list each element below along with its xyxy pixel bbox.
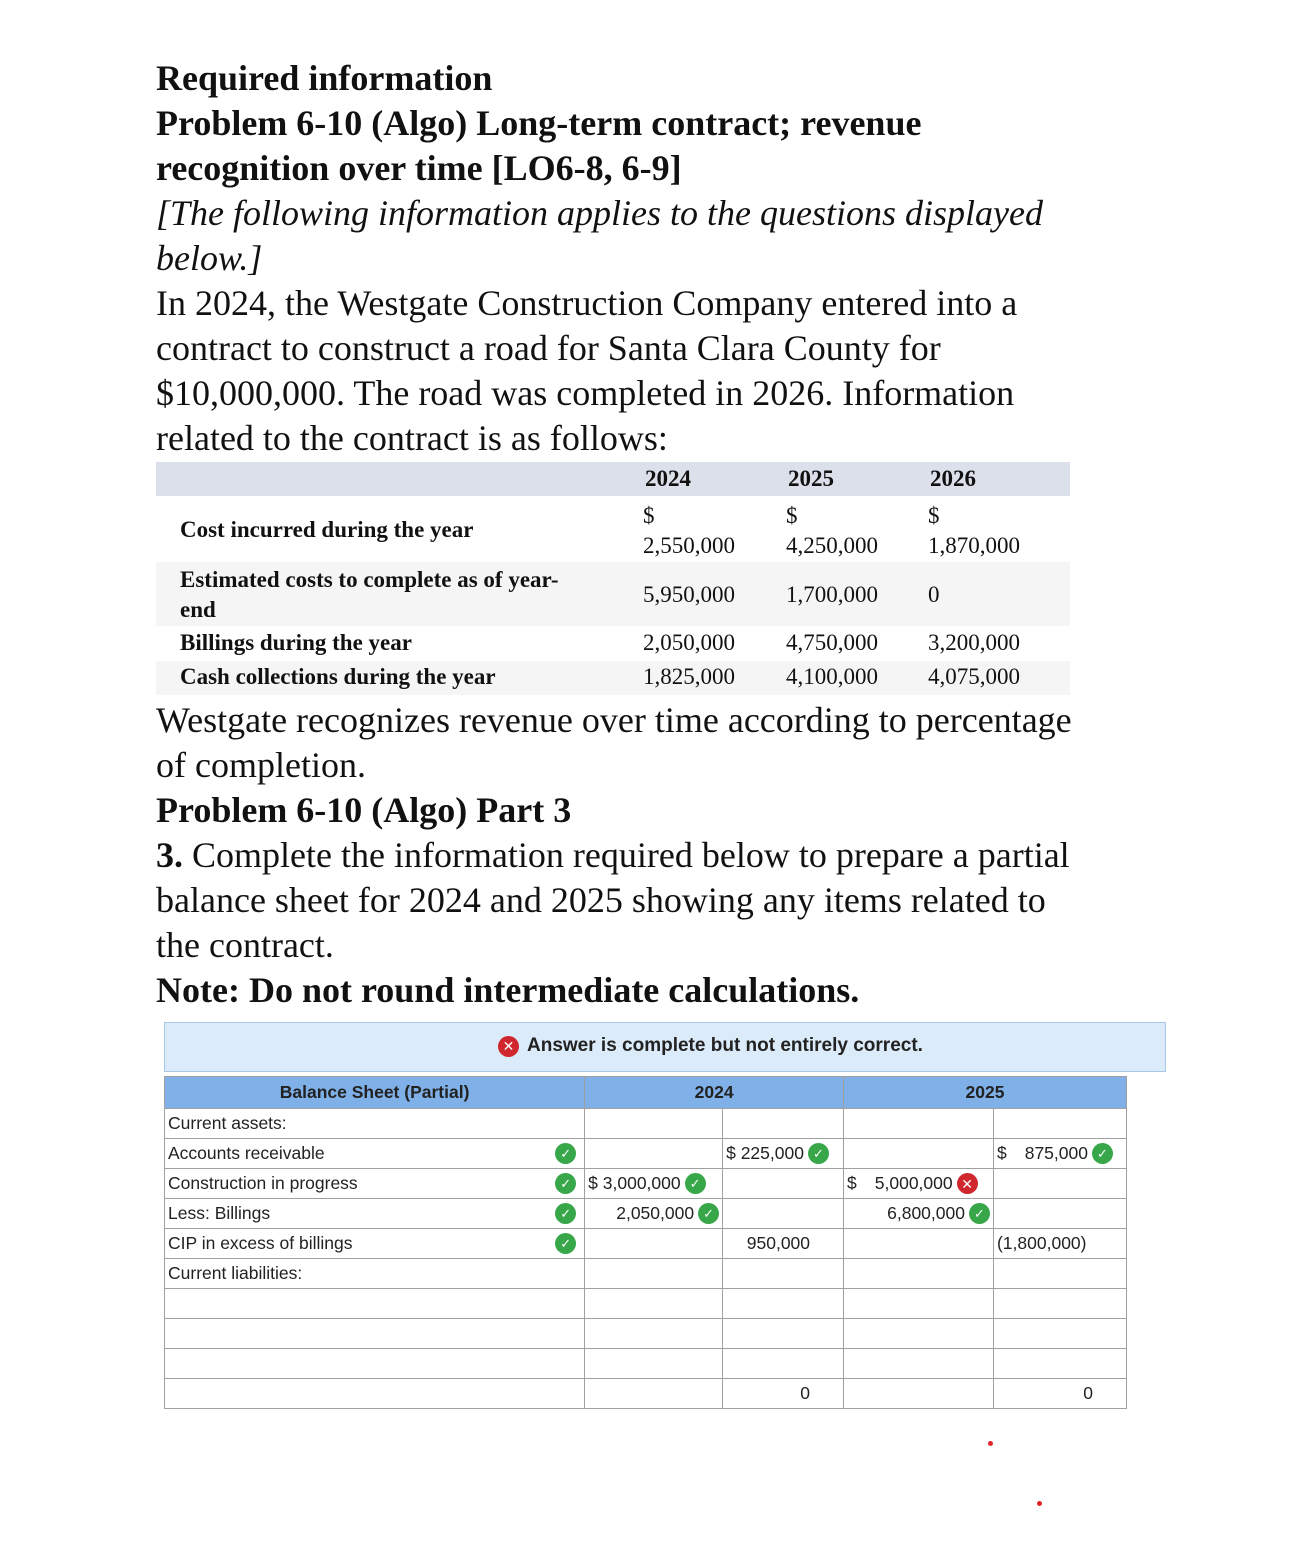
- info-value: 4,100,000: [786, 664, 878, 689]
- note: Note: Do not round intermediate calculations.: [156, 970, 860, 1010]
- bs-year-2024: 2024: [585, 1077, 844, 1109]
- dollar-sign: $: [847, 1173, 857, 1193]
- excess-2024-detail-input[interactable]: [585, 1229, 723, 1259]
- info-value: 1,870,000: [928, 533, 1020, 558]
- intro-line2: contract to construct a road for Santa Clara County for: [156, 328, 941, 368]
- excess-2025-total-input[interactable]: [993, 1229, 1126, 1259]
- dollar-sign: $: [996, 1143, 1007, 1163]
- bs-title: Balance Sheet (Partial): [165, 1077, 585, 1109]
- info-value: 1,700,000: [786, 582, 878, 607]
- check-icon: ✓: [555, 1143, 576, 1164]
- accounts-receivable-label[interactable]: [165, 1139, 585, 1169]
- empty-cell[interactable]: [585, 1349, 723, 1379]
- empty-cell[interactable]: [993, 1319, 1126, 1349]
- empty-cell[interactable]: [723, 1259, 844, 1289]
- check-icon: ✓: [1092, 1143, 1113, 1164]
- info-value: 1,825,000: [643, 664, 735, 689]
- empty-cell[interactable]: [585, 1289, 723, 1319]
- info-label: Estimated costs to complete as of year-: [180, 567, 559, 592]
- empty-cell[interactable]: [585, 1379, 723, 1409]
- intro-italic-line1: [The following information applies to the questions displayed: [156, 193, 1043, 233]
- info-value: 5,950,000: [643, 582, 735, 607]
- table-row: [165, 1379, 1127, 1409]
- table-row: [165, 1259, 1127, 1289]
- dollar-sign: $: [928, 503, 940, 528]
- banner-message: Answer is complete but not entirely correct.: [527, 1035, 923, 1056]
- table-row: [165, 1139, 1127, 1169]
- cell-value: 0: [1083, 1383, 1093, 1403]
- check-icon: ✓: [555, 1173, 576, 1194]
- cip-2024-total-input[interactable]: [723, 1169, 844, 1199]
- table-row: [165, 1319, 1127, 1349]
- heading-problem-line2: recognition over time [LO6-8, 6-9]: [156, 148, 682, 188]
- billings-2025-total-input[interactable]: [993, 1199, 1126, 1229]
- billings-2024-total-input[interactable]: [723, 1199, 844, 1229]
- cell-value: $ 225,000: [726, 1143, 804, 1163]
- check-icon: ✓: [808, 1143, 829, 1164]
- info-label: Cash collections during the year: [180, 664, 496, 689]
- contract-info-table: [156, 462, 1070, 695]
- x-circle-icon: ✕: [498, 1036, 519, 1057]
- heading-required: Required information: [156, 58, 493, 98]
- excess-2024-total-input[interactable]: [723, 1229, 844, 1259]
- balance-sheet-table: [164, 1076, 1127, 1409]
- ar-2024-total-input[interactable]: [723, 1139, 844, 1169]
- info-value: 2,050,000: [643, 630, 735, 655]
- table-row: [165, 1199, 1127, 1229]
- info-label: Billings during the year: [180, 630, 412, 655]
- x-circle-icon: ✕: [957, 1173, 978, 1194]
- cell-value: 0: [800, 1383, 811, 1403]
- cip-2024-detail-input[interactable]: [585, 1169, 723, 1199]
- question-number: 3.: [156, 835, 183, 875]
- info-row-estimated: [156, 562, 1070, 626]
- part-title: Problem 6-10 (Algo) Part 3: [156, 790, 572, 830]
- cell-value: 875,000: [1024, 1143, 1088, 1163]
- info-row-billings: [156, 626, 1070, 661]
- total-2024-input[interactable]: [723, 1379, 844, 1409]
- red-dot: [1037, 1501, 1042, 1506]
- ar-2025-total-input[interactable]: [993, 1139, 1126, 1169]
- excess-2025-detail-input[interactable]: [844, 1229, 994, 1259]
- answer-banner: [164, 1022, 1166, 1072]
- empty-cell[interactable]: [723, 1109, 844, 1139]
- bs-year-2025: 2025: [844, 1077, 1127, 1109]
- table-row: [165, 1229, 1127, 1259]
- cell-value: $ 3,000,000: [588, 1173, 681, 1193]
- info-header-row: [156, 462, 1070, 496]
- empty-cell[interactable]: [844, 1349, 994, 1379]
- check-icon: ✓: [685, 1173, 706, 1194]
- info-row-cost: [156, 496, 1070, 562]
- empty-label-input[interactable]: [165, 1349, 585, 1379]
- info-row-collections: [156, 661, 1070, 695]
- ar-2024-detail-input[interactable]: [585, 1139, 723, 1169]
- intro-line1: In 2024, the Westgate Construction Company entered into a: [156, 283, 1018, 323]
- info-label: Cost incurred during the year: [180, 517, 474, 542]
- year-2024-header: 2024: [645, 466, 691, 491]
- info-value: 2,550,000: [643, 533, 735, 558]
- billings-2025-detail-input[interactable]: [844, 1199, 994, 1229]
- row-label: Accounts receivable: [168, 1143, 325, 1163]
- empty-cell[interactable]: [993, 1349, 1126, 1379]
- billings-label[interactable]: [165, 1199, 585, 1229]
- heading-problem-line1: Problem 6-10 (Algo) Long-term contract; revenue: [156, 103, 922, 143]
- question-line1: [156, 833, 1156, 878]
- year-2026-header: 2026: [930, 466, 976, 491]
- question-line2: balance sheet for 2024 and 2025 showing any items related to: [156, 880, 1046, 920]
- info-value: 4,075,000: [928, 664, 1020, 689]
- table-row: [165, 1109, 1127, 1139]
- check-icon: ✓: [555, 1203, 576, 1224]
- dollar-sign: $: [786, 503, 798, 528]
- row-label: CIP in excess of billings: [168, 1233, 353, 1253]
- info-value: 3,200,000: [928, 630, 1020, 655]
- method-line1: Westgate recognizes revenue over time according to percentage: [156, 700, 1072, 740]
- cell-value: 5,000,000: [874, 1173, 953, 1193]
- empty-label-input[interactable]: [165, 1319, 585, 1349]
- method-line2: of completion.: [156, 745, 366, 785]
- empty-cell[interactable]: [993, 1289, 1126, 1319]
- info-value: 4,250,000: [786, 533, 878, 558]
- empty-label-input[interactable]: [165, 1289, 585, 1319]
- cell-value: 6,800,000: [887, 1203, 965, 1223]
- ar-2025-detail-input[interactable]: [844, 1139, 994, 1169]
- empty-cell[interactable]: [723, 1289, 844, 1319]
- red-dot: [988, 1441, 993, 1446]
- empty-cell[interactable]: [585, 1319, 723, 1349]
- dollar-sign: $: [643, 503, 655, 528]
- row-label: Less: Billings: [168, 1203, 271, 1223]
- cip-2025-total-input[interactable]: [993, 1169, 1126, 1199]
- cell-value: 2,050,000: [616, 1203, 695, 1223]
- bs-header-row: [165, 1077, 1127, 1109]
- cip-label[interactable]: [165, 1169, 585, 1199]
- intro-line3: $10,000,000. The road was completed in 2026. Information: [156, 373, 1015, 413]
- row-label: Construction in progress: [168, 1173, 358, 1193]
- total-2025-input[interactable]: [993, 1379, 1126, 1409]
- table-row: [165, 1169, 1127, 1199]
- intro-line4: related to the contract is as follows:: [156, 418, 668, 458]
- question-line3: the contract.: [156, 925, 334, 965]
- billings-2024-detail-input[interactable]: [585, 1199, 723, 1229]
- empty-cell[interactable]: [993, 1259, 1126, 1289]
- check-icon: ✓: [698, 1203, 719, 1224]
- empty-cell[interactable]: [585, 1259, 723, 1289]
- current-liabilities-label: Current liabilities:: [165, 1259, 585, 1289]
- empty-cell[interactable]: [844, 1259, 994, 1289]
- cell-value: 950,000: [746, 1233, 811, 1253]
- empty-cell[interactable]: [723, 1349, 844, 1379]
- year-2025-header: 2025: [788, 466, 834, 491]
- cell-value: (1,800,000): [996, 1233, 1087, 1253]
- empty-cell[interactable]: [993, 1109, 1126, 1139]
- empty-cell[interactable]: [844, 1289, 994, 1319]
- current-assets-label: Current assets:: [165, 1109, 585, 1139]
- check-icon: ✓: [555, 1233, 576, 1254]
- table-row: [165, 1349, 1127, 1379]
- check-icon: ✓: [969, 1203, 990, 1224]
- empty-cell[interactable]: [844, 1319, 994, 1349]
- question-text: Complete the information required below to prepare a partial: [183, 835, 1070, 875]
- empty-cell[interactable]: [844, 1379, 994, 1409]
- total-label-input[interactable]: [165, 1379, 585, 1409]
- info-value: 4,750,000: [786, 630, 878, 655]
- empty-cell[interactable]: [723, 1319, 844, 1349]
- intro-italic-line2: below.]: [156, 238, 263, 278]
- empty-cell[interactable]: [844, 1109, 994, 1139]
- empty-cell[interactable]: [585, 1109, 723, 1139]
- excess-label[interactable]: [165, 1229, 585, 1259]
- table-row: [165, 1289, 1127, 1319]
- info-value: 0: [928, 582, 940, 607]
- cip-2025-detail-input[interactable]: [844, 1169, 994, 1199]
- info-label: end: [180, 597, 216, 622]
